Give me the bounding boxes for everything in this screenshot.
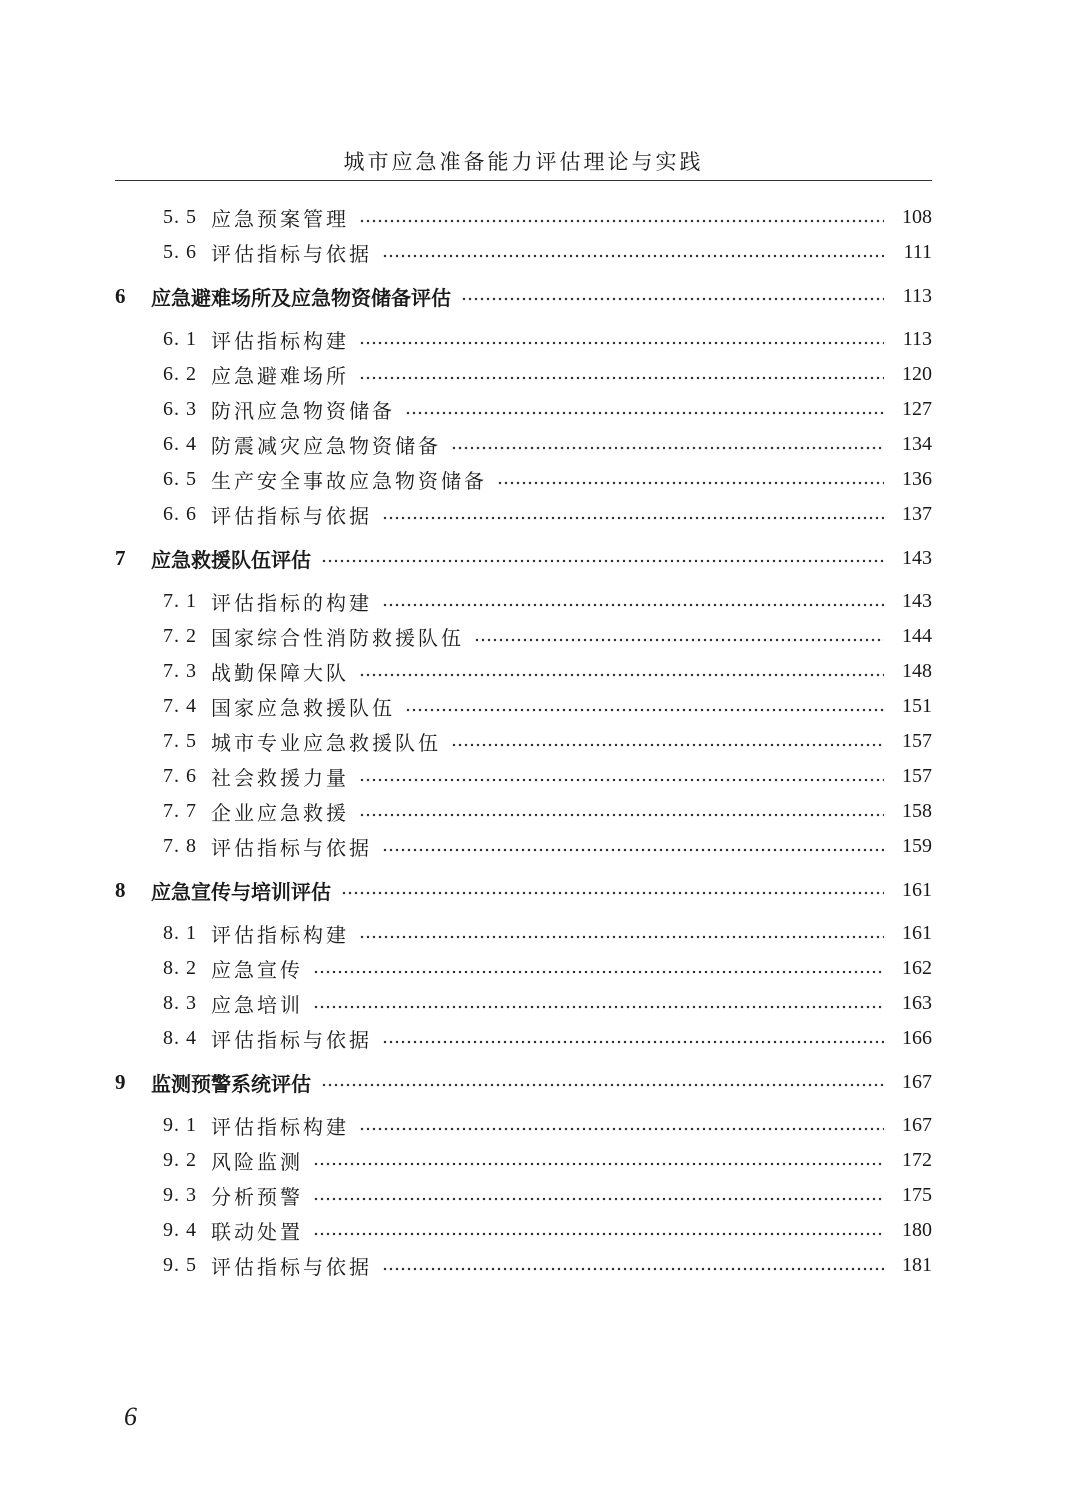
dot-leader — [382, 1267, 884, 1271]
entry-page-number: 158 — [902, 800, 932, 822]
toc-section-entry — [115, 427, 932, 462]
entry-title: 评估指标构建 — [211, 1115, 349, 1139]
entry-page-number: 143 — [902, 590, 932, 612]
entry-page-number: 162 — [902, 957, 932, 979]
entry-number: 5. 6 — [163, 241, 197, 263]
dot-leader — [405, 708, 884, 712]
entry-title: 监测预警系统评估 — [151, 1071, 311, 1096]
entry-title: 评估指标构建 — [211, 329, 349, 353]
entry-number: 6. 2 — [163, 363, 197, 385]
entry-title: 企业应急救援 — [211, 801, 349, 825]
toc-section-entry — [115, 689, 932, 724]
page-number: 6 — [124, 1402, 137, 1431]
entry-number: 7 — [115, 545, 126, 570]
dot-leader — [313, 1005, 884, 1009]
dot-leader — [359, 778, 884, 782]
toc-section-entry — [115, 1143, 932, 1178]
dot-leader — [359, 376, 884, 380]
dot-leader — [382, 516, 884, 520]
entry-page-number: 108 — [902, 206, 932, 228]
table-of-contents — [115, 200, 932, 1283]
entry-title: 联动处置 — [211, 1220, 303, 1244]
entry-title: 评估指标与依据 — [211, 504, 372, 528]
dot-leader — [382, 603, 884, 607]
entry-page-number: 166 — [902, 1027, 932, 1049]
entry-number: 7. 2 — [163, 625, 197, 647]
dot-leader — [321, 1083, 884, 1087]
toc-chapter-entry — [115, 1056, 932, 1108]
dot-leader — [341, 891, 884, 895]
entry-page-number: 163 — [902, 992, 932, 1014]
running-header: 城市应急准备能力评估理论与实践 — [343, 150, 704, 174]
entry-title: 防汛应急物资储备 — [211, 399, 395, 423]
entry-page-number: 151 — [902, 695, 932, 717]
entry-number: 6. 5 — [163, 468, 197, 490]
entry-number: 7. 6 — [163, 765, 197, 787]
header-rule — [115, 180, 932, 181]
entry-title: 应急预案管理 — [211, 207, 349, 231]
dot-leader — [359, 673, 884, 677]
entry-number: 6. 6 — [163, 503, 197, 525]
entry-title: 社会救援力量 — [211, 766, 349, 790]
entry-page-number: 120 — [902, 363, 932, 385]
dot-leader — [451, 446, 884, 450]
dot-leader — [359, 813, 884, 817]
dot-leader — [313, 970, 884, 974]
toc-section-entry — [115, 619, 932, 654]
toc-section-entry — [115, 584, 932, 619]
dot-leader — [313, 1162, 884, 1166]
dot-leader — [382, 848, 884, 852]
entry-number: 9. 5 — [163, 1254, 197, 1276]
entry-page-number: 113 — [902, 284, 932, 307]
entry-number: 7. 4 — [163, 695, 197, 717]
entry-number: 8. 1 — [163, 922, 197, 944]
entry-number: 8. 4 — [163, 1027, 197, 1049]
entry-number: 7. 7 — [163, 800, 197, 822]
entry-page-number: 159 — [902, 835, 932, 857]
entry-number: 9. 3 — [163, 1184, 197, 1206]
entry-number: 6 — [115, 283, 126, 308]
toc-section-entry — [115, 759, 932, 794]
dot-leader — [313, 1197, 884, 1201]
entry-page-number: 181 — [902, 1254, 932, 1276]
entry-number: 7. 8 — [163, 835, 197, 857]
toc-section-entry — [115, 724, 932, 759]
entry-page-number: 144 — [902, 625, 932, 647]
entry-title: 生产安全事故应急物资储备 — [211, 469, 487, 493]
entry-number: 7. 5 — [163, 730, 197, 752]
entry-title: 战勤保障大队 — [211, 661, 349, 685]
dot-leader — [405, 411, 884, 415]
toc-section-entry — [115, 235, 932, 270]
entry-title: 国家应急救援队伍 — [211, 696, 395, 720]
entry-title: 评估指标与依据 — [211, 836, 372, 860]
entry-number: 5. 5 — [163, 206, 197, 228]
entry-number: 9. 4 — [163, 1219, 197, 1241]
entry-page-number: 137 — [902, 503, 932, 525]
toc-section-entry — [115, 200, 932, 235]
entry-number: 8. 3 — [163, 992, 197, 1014]
entry-title: 应急宣传 — [211, 958, 303, 982]
toc-section-entry — [115, 392, 932, 427]
toc-section-entry — [115, 1178, 932, 1213]
entry-number: 9. 2 — [163, 1149, 197, 1171]
toc-section-entry — [115, 916, 932, 951]
dot-leader — [313, 1232, 884, 1236]
dot-leader — [474, 638, 884, 642]
dot-leader — [359, 341, 884, 345]
toc-section-entry — [115, 951, 932, 986]
entry-page-number: 172 — [902, 1149, 932, 1171]
entry-title: 防震减灾应急物资储备 — [211, 434, 441, 458]
toc-chapter-entry — [115, 532, 932, 584]
entry-title: 评估指标与依据 — [211, 242, 372, 266]
toc-section-entry — [115, 794, 932, 829]
toc-section-entry — [115, 462, 932, 497]
toc-section-entry — [115, 1021, 932, 1056]
entry-number: 7. 3 — [163, 660, 197, 682]
entry-page-number: 134 — [902, 433, 932, 455]
dot-leader — [321, 559, 884, 563]
entry-page-number: 167 — [902, 1114, 932, 1136]
toc-section-entry — [115, 357, 932, 392]
entry-page-number: 157 — [902, 765, 932, 787]
entry-number: 9. 1 — [163, 1114, 197, 1136]
dot-leader — [359, 219, 884, 223]
dot-leader — [451, 743, 884, 747]
entry-title: 评估指标与依据 — [211, 1255, 372, 1279]
entry-page-number: 161 — [902, 922, 932, 944]
entry-title: 应急救援队伍评估 — [151, 547, 311, 572]
entry-title: 应急宣传与培训评估 — [151, 879, 331, 904]
dot-leader — [497, 481, 884, 485]
entry-number: 9 — [115, 1069, 126, 1094]
entry-number: 6. 1 — [163, 328, 197, 350]
toc-section-entry — [115, 322, 932, 357]
entry-title: 评估指标与依据 — [211, 1028, 372, 1052]
entry-title: 城市专业应急救援队伍 — [211, 731, 441, 755]
entry-number: 8. 2 — [163, 957, 197, 979]
entry-number: 7. 1 — [163, 590, 197, 612]
toc-section-entry — [115, 654, 932, 689]
entry-title: 应急避难场所及应急物资储备评估 — [151, 285, 451, 310]
entry-title: 分析预警 — [211, 1185, 303, 1209]
entry-number: 6. 3 — [163, 398, 197, 420]
entry-number: 6. 4 — [163, 433, 197, 455]
toc-section-entry — [115, 1213, 932, 1248]
entry-title: 应急培训 — [211, 993, 303, 1017]
entry-page-number: 111 — [903, 241, 932, 263]
entry-title: 应急避难场所 — [211, 364, 349, 388]
dot-leader — [461, 297, 884, 301]
dot-leader — [382, 254, 884, 258]
entry-page-number: 148 — [902, 660, 932, 682]
entry-page-number: 136 — [902, 468, 932, 490]
dot-leader — [382, 1040, 884, 1044]
entry-page-number: 175 — [902, 1184, 932, 1206]
toc-section-entry — [115, 829, 932, 864]
entry-page-number: 113 — [902, 328, 932, 350]
toc-chapter-entry — [115, 864, 932, 916]
dot-leader — [359, 1127, 884, 1131]
entry-title: 评估指标构建 — [211, 923, 349, 947]
entry-page-number: 143 — [902, 546, 932, 569]
toc-section-entry — [115, 1108, 932, 1143]
toc-chapter-entry — [115, 270, 932, 322]
toc-section-entry — [115, 986, 932, 1021]
entry-title: 评估指标的构建 — [211, 591, 372, 615]
entry-title: 国家综合性消防救援队伍 — [211, 626, 464, 650]
entry-page-number: 167 — [902, 1070, 932, 1093]
toc-section-entry — [115, 497, 932, 532]
entry-page-number: 157 — [902, 730, 932, 752]
toc-section-entry — [115, 1248, 932, 1283]
dot-leader — [359, 935, 884, 939]
entry-title: 风险监测 — [211, 1150, 303, 1174]
entry-page-number: 161 — [902, 878, 932, 901]
entry-page-number: 127 — [902, 398, 932, 420]
entry-number: 8 — [115, 877, 126, 902]
entry-page-number: 180 — [902, 1219, 932, 1241]
